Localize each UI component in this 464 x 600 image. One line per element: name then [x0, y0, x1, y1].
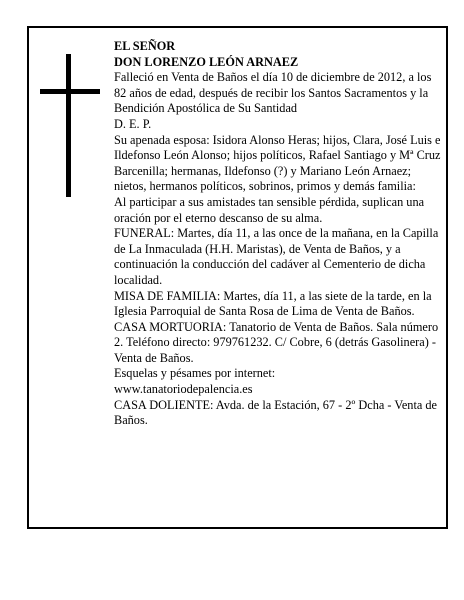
mourning-house-info: CASA DOLIENTE: Avda. de la Estación, 67 - 2º Dcha - Venta de Baños. [114, 397, 438, 428]
cross-vertical-bar [66, 54, 71, 197]
heading-line-1: EL SEÑOR [114, 39, 176, 53]
heading-name: DON LORENZO LEÓN ARNAEZ [114, 54, 299, 69]
funeral-info: FUNERAL: Martes, día 11, a las once de la mañana, en la Capilla de La Inmaculada (H.H. Maristas), de Venta de Baños, y a continuación la conducción del cadáver al Cementerio de dicha localidad. [114, 226, 439, 287]
internet-condolences-label: Esquelas y pésames por internet: [114, 366, 276, 381]
obituary-text [114, 39, 444, 429]
mortuary-info: CASA MORTUORIA: Tanatorio de Venta de Baños. Sala número 2. Teléfono directo: 979761232. C/ Cobre, 6 (detrás Gasolinera) - Venta de Baños. [114, 319, 439, 365]
death-announcement: Falleció en Venta de Baños el día 10 de diciembre de 2012, a los 82 años de edad, después de recibir los Santos Sacramentos y la Bendición Apostólica de Su Santidad [114, 70, 432, 116]
cross-horizontal-bar [40, 89, 100, 94]
request-prayer: Al participar a sus amistades tan sensible pérdida, suplican una oración por el eterno descanso de su alma. [114, 194, 425, 225]
family-list: Su apenada esposa: Isidora Alonso Heras; hijos, Clara, José Luis e Ildefonso León Alonso; hijos políticos, Rafael Santiago y Mª Cruz Barcenilla; hermanas, Ildefonso (?) y Mariano León Arnaez; nietos, hermanos políticos, sobrinos, primos y demás familia: [114, 132, 441, 194]
website-link[interactable]: www.tanatoriodepalencia.es [114, 382, 253, 397]
family-mass-info: MISA DE FAMILIA: Martes, día 11, a las siete de la tarde, en la Iglesia Parroquial de Santa Rosa de Lima de Venta de Baños. [114, 288, 432, 319]
cross-icon [37, 26, 97, 196]
dep-line: D. E. P. [114, 116, 152, 131]
